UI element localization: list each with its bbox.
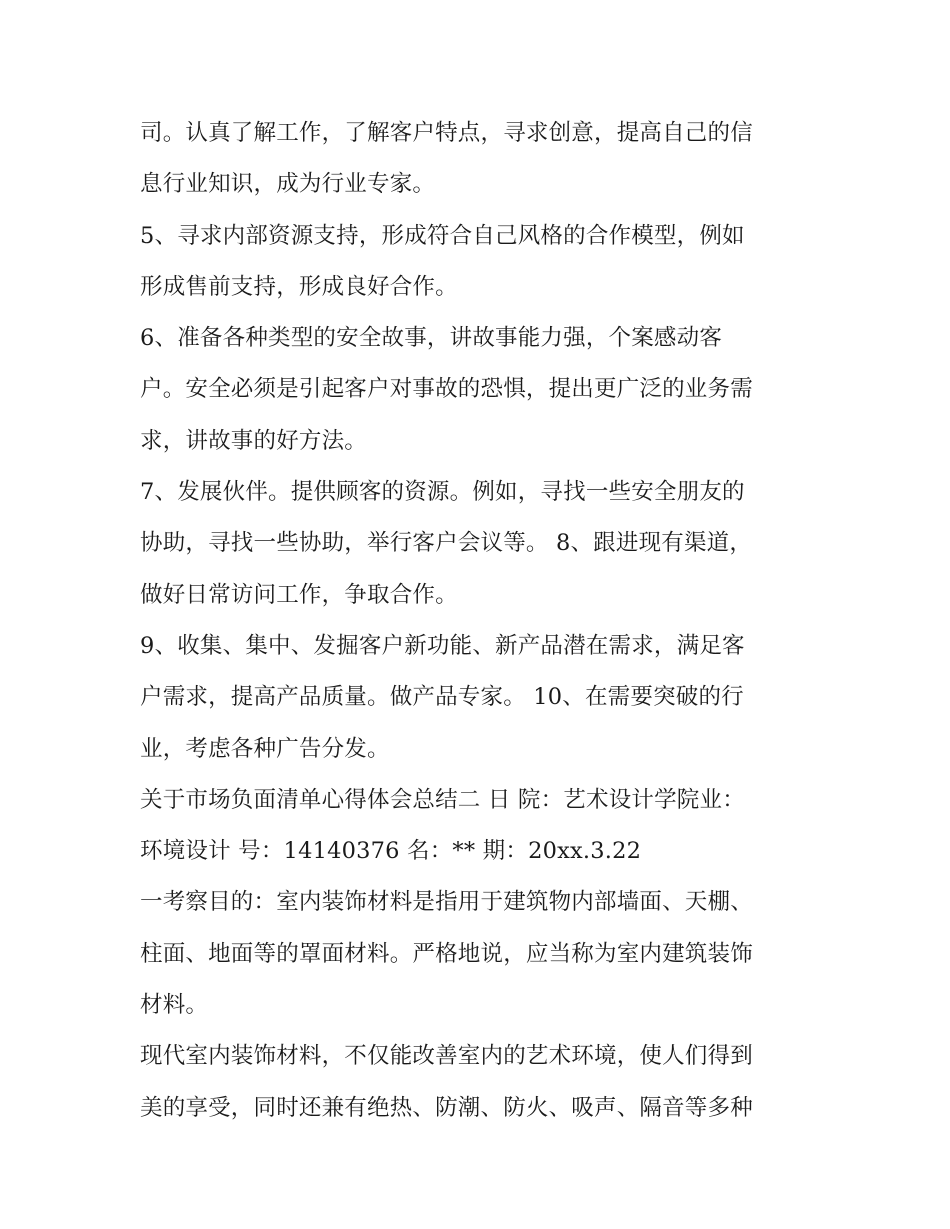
text-line: 材料。 [140,992,209,1019]
text-line: 5、寻求内部资源支持，形成符合自己风格的合作模型，例如 [140,222,745,249]
text-line: 美的享受，同时还兼有绝热、防潮、防火、吸声、隔音等多种 [140,1094,753,1121]
text-line: 环境设计 号：14140376 名：** 期：20xx.3.22 [140,838,642,865]
text-line: 做好日常访问工作，争取合作。 [140,581,458,608]
text-line: 协助，寻找一些协助，举行客户会议等。 8、跟进现有渠道， [140,530,753,557]
text-line: 司。认真了解工作，了解客户特点，寻求创意，提高自己的信 [140,120,753,146]
body-text [140,108,820,1134]
text-line: 业，考虑各种广告分发。 [140,735,390,762]
text-line: 户。安全必须是引起客户对事故的恐惧，提出更广泛的业务需 [140,376,753,403]
text-line: 形成售前支持，形成良好合作。 [140,273,458,300]
text-line: 求，讲故事的好方法。 [140,427,368,454]
text-line: 一考察目的：室内装饰材料是指用于建筑物内部墙面、天棚、 [140,889,753,916]
text-line: 户需求，提高产品质量。做产品专家。 10、在需要突破的行 [140,684,744,711]
text-line: 息行业知识，成为行业专家。 [140,171,436,198]
text-line: 关于市场负面清单心得体会总结二 日 院：艺术设计学院业： [140,786,745,813]
text-line: 6、准备各种类型的安全故事，讲故事能力强，个案感动客 [140,325,723,352]
text-line: 现代室内装饰材料，不仅能改善室内的艺术环境，使人们得到 [140,1043,753,1070]
text-line: 柱面、地面等的罩面材料。严格地说，应当称为室内建筑装饰 [140,940,753,967]
text-line: 9、收集、集中、发掘客户新功能、新产品潜在需求，满足客 [140,632,745,659]
text-line: 7、发展伙伴。提供顾客的资源。例如，寻找一些安全朋友的 [140,479,745,506]
